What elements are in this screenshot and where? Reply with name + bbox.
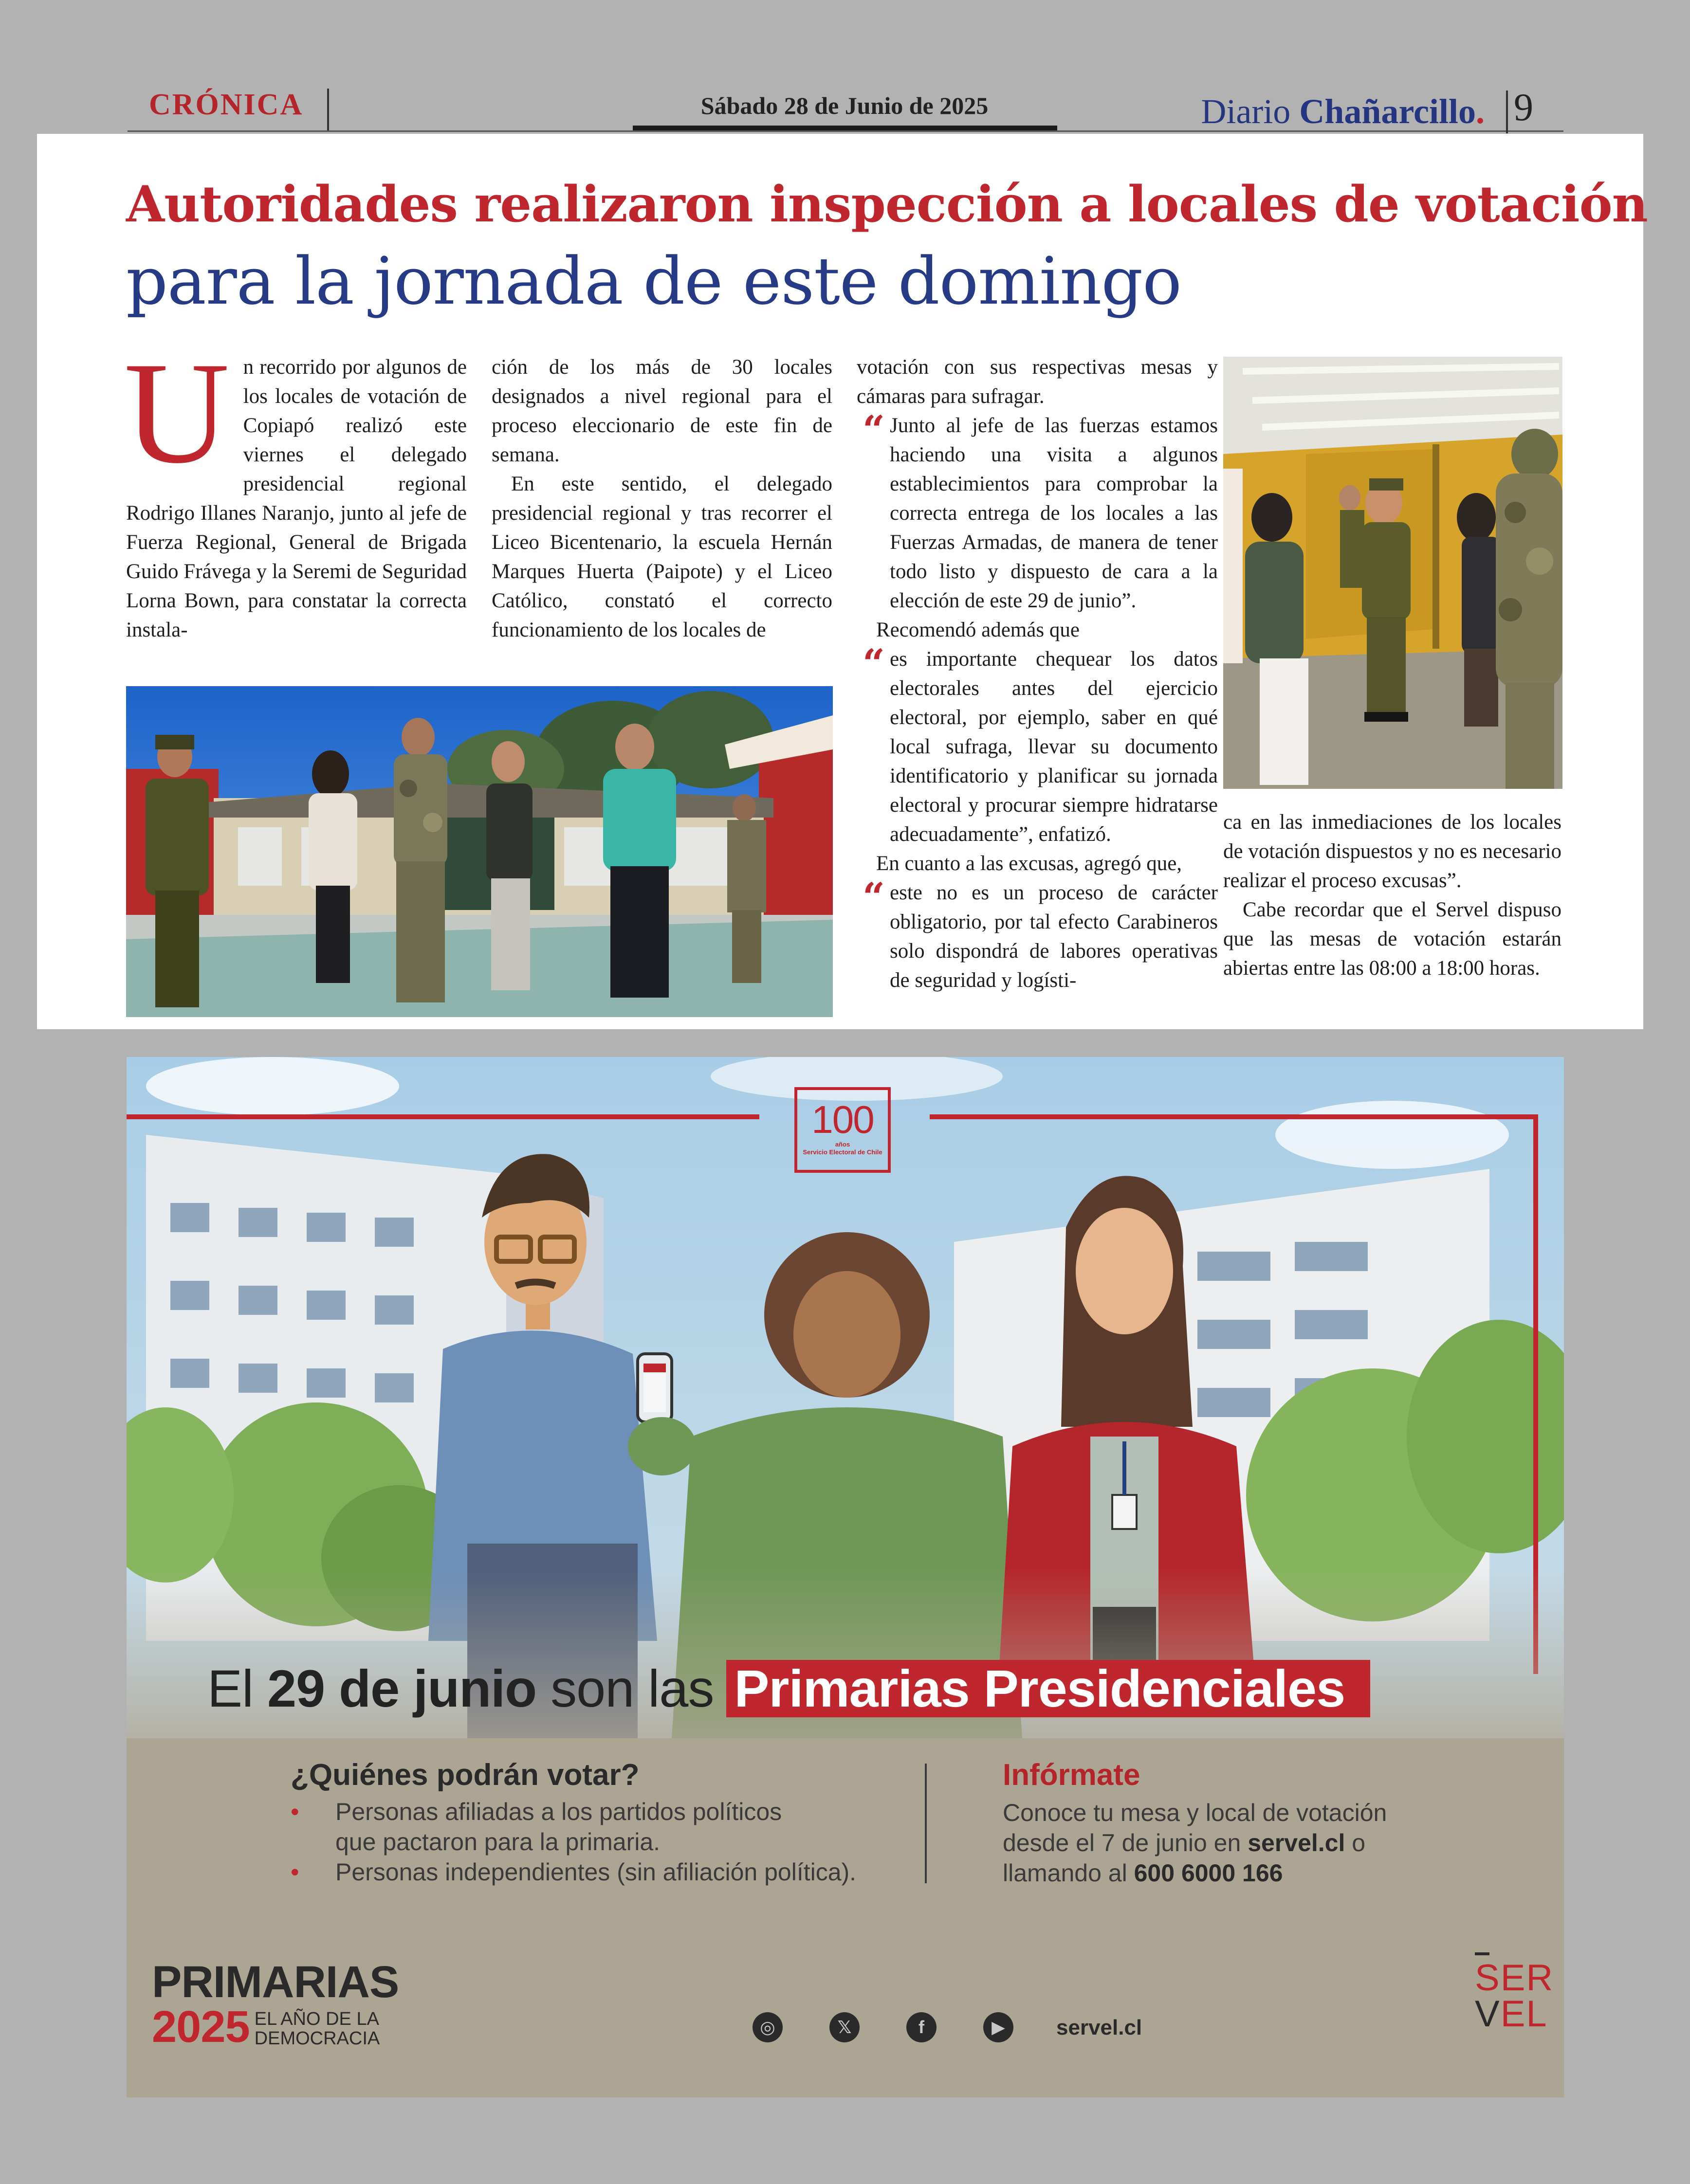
photo-officials-hallway [1223, 357, 1562, 789]
quote-mark-icon: “ [863, 407, 885, 453]
servel-100-logo [794, 1087, 891, 1173]
list-item-text: Personas afiliadas a los partidos políticos [335, 1798, 782, 1825]
ad-divider [925, 1764, 927, 1883]
bullet-icon: • [291, 1858, 299, 1886]
page-header [0, 0, 1690, 136]
info-line: o [1352, 1829, 1366, 1856]
headline-mid: son las [551, 1659, 714, 1718]
primarias-2025-logo [152, 1957, 399, 2052]
servel-logo-v: V [1475, 1993, 1501, 2035]
info-line: llamando al [1003, 1859, 1127, 1887]
paragraph: ca en las inmediaciones de los locales de votación dispuestos y no es necesario realizar el proceso excusas”. [1223, 811, 1561, 892]
paragraph: En cuanto a las excusas, agregó que, [876, 852, 1182, 875]
bullet-icon: • [291, 1798, 299, 1825]
brand-name: Chañarcillo [1299, 92, 1476, 131]
quote-text: Junto al jefe de las fuerzas estamos haciendo una visita a algunos establecimientos para comprobar la correcta entrega de los locales a las Fuerzas Armadas, de manera de tener todo listo y dispuesto de cara a la elección de este 29 de junio”. [890, 414, 1218, 612]
quote-text: este no es un proceso de carácter obligatorio, por tal efecto Carabineros solo dispondrá de labores operativas de seguridad y logísti- [890, 881, 1218, 992]
ad-illustration [127, 1057, 1564, 2097]
info-line: desde el 7 de junio en [1003, 1829, 1241, 1856]
article-column-3 [857, 353, 1218, 995]
list-item-text: Personas independientes (sin afiliación política). [335, 1858, 857, 1886]
brand-prefix: Diario [1201, 92, 1291, 131]
paragraph: Recomendó además que [876, 619, 1080, 641]
who-can-vote-title: ¿Quiénes podrán votar? [291, 1758, 640, 1792]
who-can-vote-list [291, 1797, 856, 1887]
servel-logo-top: SER [1475, 1957, 1554, 1999]
issue-date: Sábado 28 de Junio de 2025 [700, 92, 989, 119]
info-title: Infórmate [1003, 1758, 1140, 1792]
pull-quote [857, 640, 1218, 849]
info-website: servel.cl [1248, 1829, 1345, 1856]
list-item [291, 1797, 856, 1857]
paragraph: Cabe recordar que el Servel dispuso que las mesas de votación estarán abiertas entre las 08:00 a 18:00 horas. [1223, 898, 1561, 980]
brand-dot: . [1476, 92, 1485, 131]
article-card [37, 134, 1648, 1029]
article-column-1 [124, 332, 467, 645]
list-item [291, 1857, 856, 1887]
drop-cap: U [124, 332, 230, 493]
quote-text: es importante chequear los datos electorales antes del ejercicio electoral, por ejemplo, saber en qué local sufraga, llevar su documento identificatorio y planificar su jornada electoral y procurar siempre hidratarse adecuadamente”, enfatizó. [890, 648, 1218, 846]
instagram-icon[interactable]: ◎ [753, 2012, 783, 2042]
headline-primary: Autoridades realizaron inspección a locales de votación [126, 175, 1648, 234]
headline-highlight: Primarias Presidenciales [726, 1660, 1370, 1717]
pull-quote [857, 874, 1218, 995]
tagline-line: DEMOCRACIA [254, 2028, 380, 2049]
paragraph: En este sentido, el delegado presidencial regional y tras recorrer el Liceo Bicentenario, la escuela Hernán Marques Huerta (Paipote) y el Liceo Católico, constató el correcto funcionamiento de los locales de [492, 473, 832, 641]
section-divider [327, 89, 329, 131]
paragraph: n recorrido por algunos de los locales de votación de Copiapó realizó este viernes el delegado presidencial regional Rodrigo Illanes Naranjo, junto al jefe de Fuerza Regional, General de Brigada Guido Frávega y la Seremi de Seguridad Lorna Bown, para constatar la correcta instala- [126, 356, 467, 641]
headline-pre: El [207, 1659, 254, 1718]
logo-caption: Servicio Electoral de Chile [803, 1148, 882, 1156]
headline-date: 29 de junio [267, 1659, 537, 1718]
photo-officials-courtyard [126, 686, 833, 1017]
page-number: 9 [1514, 86, 1533, 129]
info-line: Conoce tu mesa y local de votación [1003, 1799, 1387, 1826]
pull-quote [857, 407, 1218, 616]
newspaper-brand [1193, 91, 1485, 132]
servel-logo-el: EL [1500, 1993, 1548, 2035]
primarias-tagline [255, 2009, 380, 2048]
list-item-text: que pactaron para la primaria. [335, 1828, 661, 1856]
paragraph: ción de los más de 30 locales designados a nivel regional para el proceso eleccionario de este fin de semana. [492, 356, 832, 466]
headline-secondary: para la jornada de este domingo [126, 243, 1181, 319]
article-column-2 [492, 353, 832, 645]
x-icon[interactable]: 𝕏 [829, 2012, 860, 2042]
servel-advertisement [127, 1057, 1564, 2097]
logo-number: 100 [811, 1098, 874, 1141]
paragraph: votación con sus respectivas mesas y cámaras para sufragar. [857, 356, 1218, 408]
primarias-year: 2025 [152, 2002, 250, 2052]
article-column-4 [1223, 808, 1561, 983]
quote-mark-icon: “ [863, 874, 885, 920]
section-name: CRÓNICA [149, 88, 304, 121]
facebook-icon[interactable]: f [906, 2012, 937, 2042]
youtube-icon[interactable]: ▶ [983, 2012, 1013, 2042]
info-text [1003, 1798, 1441, 1888]
info-phone: 600 6000 166 [1134, 1859, 1283, 1887]
quote-mark-icon: “ [863, 640, 885, 686]
servel-website-link[interactable]: servel.cl [1056, 2016, 1142, 2039]
tagline-line: EL AÑO DE LA [254, 2009, 379, 2029]
page-number-divider [1506, 91, 1508, 133]
primarias-word: PRIMARIAS [152, 1957, 399, 2007]
servel-logo-bar [1475, 1952, 1489, 1955]
logo-small-text: años [835, 1141, 850, 1148]
ad-headline [207, 1658, 1370, 1719]
servel-logo [1475, 1952, 1554, 2035]
